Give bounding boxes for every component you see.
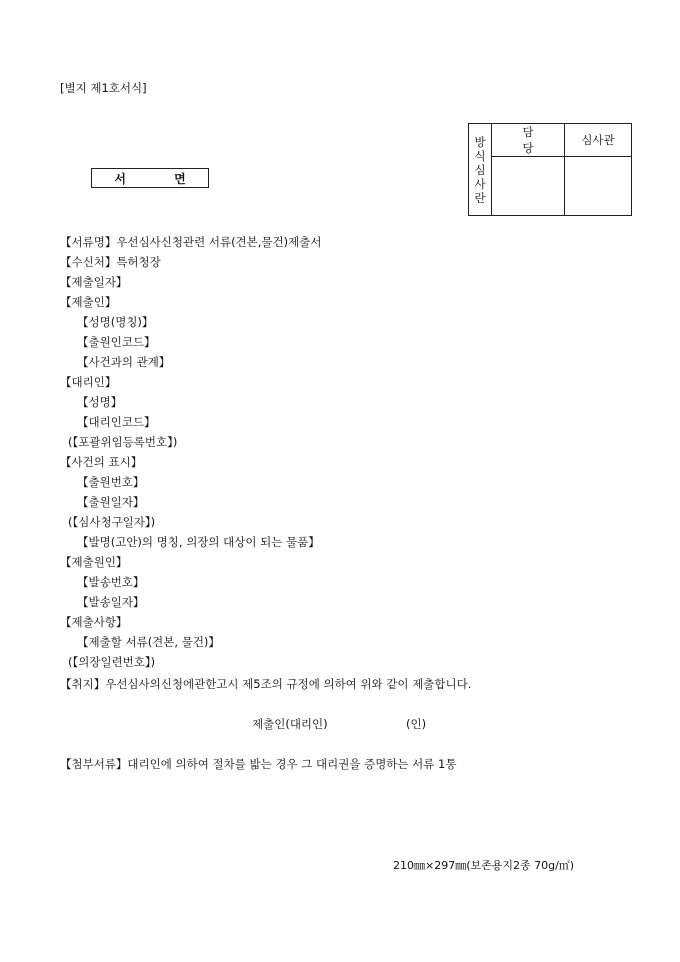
review-label-char: 방: [474, 134, 486, 149]
submitter-name-line: 【성명(명칭)】: [77, 315, 154, 329]
case-heading: 【사건의 표시】: [60, 455, 143, 469]
form-number: [별지 제1호서식]: [60, 81, 147, 95]
dispatch-date-line: 【발송일자】: [77, 595, 145, 609]
submit-cause-heading: 【제출원인】: [60, 555, 128, 569]
relation-line: 【사건과의 관계】: [77, 355, 171, 369]
exam-request-date-line: (【심사청구일자】): [68, 515, 156, 529]
review-label-char: 사: [474, 176, 486, 191]
agent-heading: 【대리인】: [60, 375, 117, 389]
submitter-heading: 【제출인】: [60, 295, 117, 309]
application-number-line: 【출원번호】: [77, 475, 145, 489]
document-title: 서 면: [91, 168, 209, 188]
power-of-attorney-line: (【포괄위임등록번호】): [68, 435, 178, 449]
design-serial-line: (【의장일련번호】): [68, 655, 156, 669]
agent-name-line: 【성명】: [77, 395, 123, 409]
review-col-examiner: 심사관: [565, 124, 632, 157]
seal-mark: (인): [406, 717, 427, 731]
recipient-line: 【수신처】특허청장: [60, 255, 161, 269]
review-label-char: 식: [474, 148, 486, 163]
review-vertical-label: [469, 124, 492, 216]
review-label-char: 란: [474, 190, 486, 205]
application-date-line: 【출원일자】: [77, 495, 145, 509]
officer-stamp-cell[interactable]: [492, 157, 565, 216]
paper-spec-footer: 210㎜×297㎜(보존용지2종 70g/㎡): [393, 859, 575, 872]
submit-date-line: 【제출일자】: [60, 275, 128, 289]
dispatch-number-line: 【발송번호】: [77, 575, 145, 589]
review-label-char: 심: [474, 162, 486, 177]
agent-code-line: 【대리인코드】: [77, 415, 156, 429]
examiner-stamp-cell[interactable]: [565, 157, 632, 216]
doc-name-line: 【서류명】우선심사신청관련 서류(견본,물건)제출서: [60, 235, 322, 249]
review-table: [468, 123, 632, 216]
attachment-line: 【첨부서류】대리인에 의하여 절차를 밟는 경우 그 대리권을 증명하는 서류 1통: [60, 757, 457, 771]
purpose-line: 【취지】우선심사의신청에관한고시 제5조의 규정에 의하여 위와 같이 제출합니다.: [60, 677, 472, 691]
documents-to-submit-line: 【제출할 서류(견본, 물건)】: [77, 635, 220, 649]
submit-items-heading: 【제출사항】: [60, 615, 128, 629]
invention-title-line: 【발명(고안)의 명칭, 의장의 대상이 되는 물품】: [77, 535, 320, 549]
applicant-code-line: 【출원인코드】: [77, 335, 156, 349]
signature-label: 제출인(대리인): [252, 717, 328, 731]
review-col-officer: 담 당: [492, 124, 565, 157]
